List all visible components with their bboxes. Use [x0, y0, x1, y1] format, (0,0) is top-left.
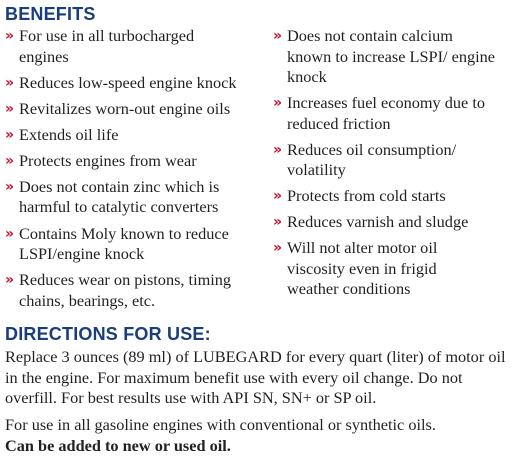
benefit-text: Reduces oil consumption/ volatility	[287, 139, 457, 180]
directions-paragraph	[5, 415, 516, 457]
benefit-item	[273, 238, 513, 300]
usage-note-bold: Can be added to new or used oil.	[5, 435, 231, 455]
benefits-left-list	[5, 26, 273, 311]
directions-section	[5, 323, 516, 457]
chevron-bullet-icon: »	[273, 214, 283, 231]
benefits-left-column	[5, 26, 273, 317]
chevron-bullet-icon: »	[5, 28, 15, 44]
benefit-item	[273, 140, 513, 181]
benefit-item	[5, 125, 273, 146]
benefit-item	[273, 93, 513, 134]
chevron-bullet-icon: »	[273, 28, 283, 44]
directions-paragraph: Replace 3 ounces (89 ml) of LUBEGARD for every quart (liter) of motor oil in the engine. For maximum benefit use with every oil change. Do not overfill. For best results use with API SN, SN+ or SP oil.	[5, 346, 506, 408]
benefit-item	[5, 270, 273, 311]
benefit-item	[5, 224, 273, 265]
benefit-text: Extends oil life	[19, 124, 119, 144]
chevron-bullet-icon: »	[5, 74, 15, 91]
benefits-columns	[5, 26, 516, 317]
benefit-text: Reduces wear on pistons, timing chains, bearings, etc.	[19, 270, 232, 310]
benefit-item	[273, 26, 513, 88]
benefit-text: Protects from cold starts	[287, 186, 446, 206]
benefits-heading: BENEFITS	[5, 4, 96, 24]
chevron-bullet-icon: »	[5, 272, 15, 289]
benefit-text: Protects engines from wear	[19, 150, 197, 170]
benefit-text: For use in all turbocharged engines	[19, 26, 195, 66]
chevron-bullet-icon: »	[5, 100, 15, 117]
benefit-text: Will not alter motor oil viscosity even in frigid weather conditions	[287, 238, 438, 299]
benefit-text: Revitalizes worn-out engine oils	[19, 98, 231, 118]
benefit-item	[273, 186, 513, 207]
chevron-bullet-icon: »	[5, 126, 15, 143]
benefit-item	[273, 212, 513, 233]
benefits-right-column	[273, 26, 513, 317]
chevron-bullet-icon: »	[273, 188, 283, 205]
chevron-bullet-icon: »	[273, 95, 283, 112]
benefit-text: Increases fuel economy due to reduced friction	[287, 93, 486, 133]
engine-usage-text: For use in all gasoline engines with conventional or synthetic oils.	[5, 415, 436, 435]
chevron-bullet-icon: »	[5, 152, 15, 169]
chevron-bullet-icon: »	[5, 178, 15, 195]
chevron-bullet-icon: »	[273, 240, 283, 257]
benefit-item	[5, 26, 273, 67]
benefit-text: Reduces low-speed engine knock	[19, 72, 237, 92]
benefit-item	[5, 99, 273, 120]
benefit-item	[5, 177, 273, 218]
benefit-text: Contains Moly known to reduce LSPI/engine knock	[19, 223, 229, 264]
benefit-text: Does not contain calcium known to increase LSPI/ engine knock	[287, 26, 495, 86]
benefits-right-list	[273, 26, 513, 300]
directions-heading: DIRECTIONS FOR USE:	[5, 323, 211, 344]
chevron-bullet-icon: »	[5, 225, 15, 242]
benefit-item	[5, 73, 273, 94]
benefit-item	[5, 151, 273, 172]
chevron-bullet-icon: »	[273, 141, 283, 158]
benefit-text: Reduces varnish and sludge	[287, 212, 469, 232]
benefit-text: Does not contain zinc which is harmful to catalytic converters	[19, 176, 220, 217]
